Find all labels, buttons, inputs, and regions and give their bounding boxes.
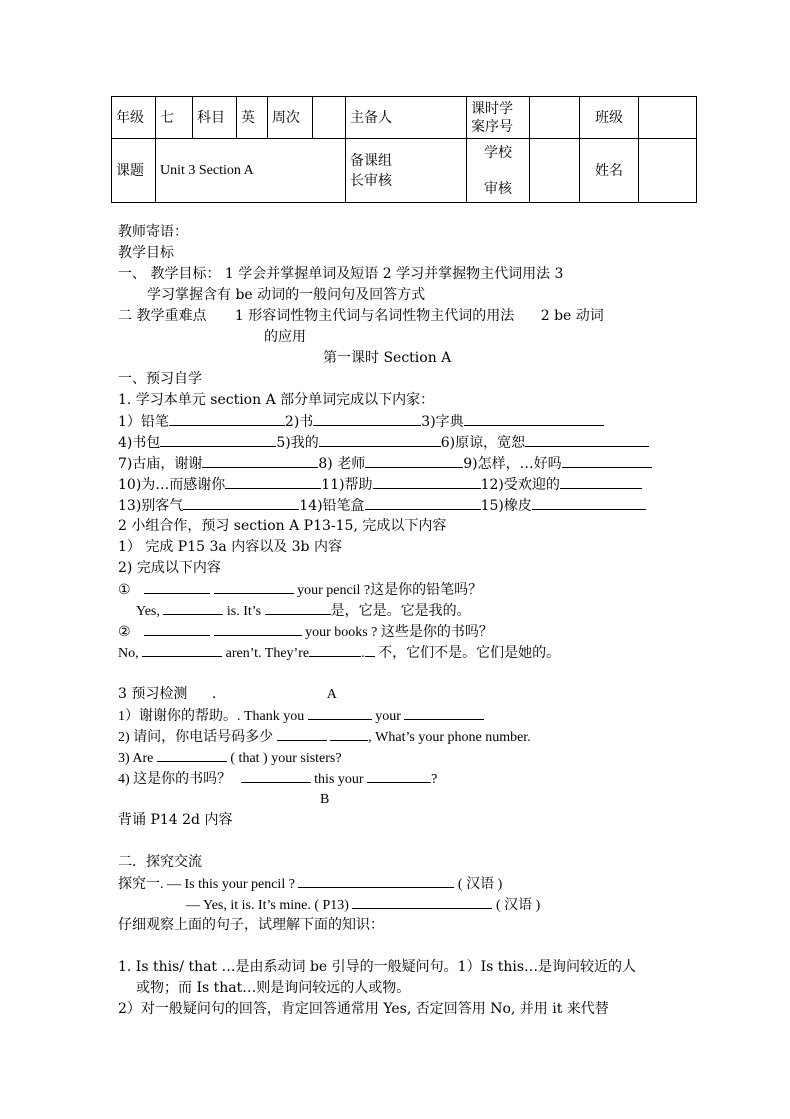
- vocab-3-blank[interactable]: [464, 411, 604, 426]
- ex1-answer-cn: 是，它是。它是我的。: [330, 604, 471, 619]
- test-item-1: [118, 705, 484, 727]
- lesson-header-table: [111, 96, 697, 203]
- vocab-15-label: 15)橡皮: [480, 498, 532, 514]
- grade-value: 七: [156, 97, 193, 139]
- vocab-6-blank[interactable]: [525, 432, 649, 447]
- vocab-12-label: 12)受欢迎的: [480, 477, 560, 493]
- vocab-instruction: 1. 学习本单元 section A 部分单词完成以下内家：: [118, 392, 435, 408]
- review-label-line1: 备课组: [350, 152, 392, 169]
- test-2-tail: , What’s your phone number.: [368, 730, 531, 745]
- group-work-instruction: 2 小组合作，预习 section A P13-15, 完成以下内容: [118, 518, 447, 534]
- vocab-9-label: 9)怎样，…好吗: [463, 456, 562, 472]
- vocab-2-blank[interactable]: [313, 411, 421, 426]
- teacher-message: 教师寄语：: [118, 224, 188, 240]
- vocab-row-2: [118, 432, 649, 454]
- vocab-13-blank[interactable]: [183, 495, 299, 510]
- school-review-value[interactable]: [530, 139, 580, 203]
- grammar-point-1: 1. Is this/ that …是由系动词 be 引导的一般疑问句。1）Is this…是询问较近的人: [118, 959, 637, 975]
- preview-test-title: 3 预习检测: [118, 686, 188, 702]
- vocab-3-label: 3)字典: [421, 414, 464, 430]
- vocab-7-label: 7)古庙，谢谢: [118, 456, 203, 472]
- test-4-mid: this your: [314, 772, 364, 787]
- ex1-text: your pencil ?这是你的铅笔吗？: [297, 583, 483, 598]
- test-item-3: [118, 747, 342, 769]
- lesson-number-value[interactable]: [530, 97, 580, 139]
- vocab-14-blank[interactable]: [365, 495, 481, 510]
- section-b-label: B: [320, 792, 330, 807]
- key-point-1: 1 形容词性物主代词与名词性物主代词的用法: [234, 308, 515, 324]
- vocab-12-blank[interactable]: [560, 474, 642, 489]
- vocab-13-label: 13)别客气: [118, 498, 184, 514]
- vocab-8-label: 8) 老师: [318, 456, 366, 472]
- test-4-text: 4) 这是你的书吗？: [118, 772, 232, 787]
- lesson-number-label-line1: 课时学: [471, 100, 513, 117]
- ex2-answer-cn: 不，它们不是。它们是她的。: [378, 646, 561, 661]
- vocab-4-blank[interactable]: [160, 432, 276, 447]
- group-task-1: 1） 完成 P15 3a 内容以及 3b 内容: [118, 539, 342, 555]
- subject-label: 科目: [193, 97, 237, 139]
- test-3-text: 3) Are: [118, 751, 154, 766]
- review-label: [346, 139, 467, 203]
- ex1-answer-yes: Yes,: [136, 604, 160, 619]
- class-label: 班级: [580, 97, 639, 139]
- test-1-blank-2[interactable]: [404, 705, 484, 720]
- grammar-point-1-cont: 或物；而 Is that…则是询问较远的人或物。: [136, 980, 411, 996]
- vocab-9-blank[interactable]: [562, 453, 652, 468]
- grammar-point-2: 2）对一般疑问句的回答，肯定回答通常用 Yes, 否定回答用 No, 并用 it 来代替: [118, 1001, 609, 1017]
- ex2-answer-theyre: aren’t. They’re: [225, 646, 310, 661]
- lesson-number-label: [467, 97, 530, 139]
- topic-label: 课题: [112, 139, 156, 203]
- test-3-blank[interactable]: [157, 747, 227, 762]
- class-value[interactable]: [639, 97, 697, 139]
- key-point-2: 2 be 动词: [540, 308, 604, 324]
- circle-number-2: ②: [118, 625, 131, 640]
- vocab-11-blank[interactable]: [373, 474, 481, 489]
- self-study-heading: 一、预习自学: [118, 371, 202, 387]
- test-1-blank-1[interactable]: [308, 705, 372, 720]
- vocab-4-label: 4)书包: [118, 435, 161, 451]
- vocab-5-label: 5)我的: [276, 435, 319, 451]
- ex2-answer-blank-1[interactable]: [142, 642, 222, 657]
- subject-value: 英: [237, 97, 268, 139]
- ex1-answer-its: is. It’s: [226, 604, 262, 619]
- key-points-line: [118, 306, 604, 327]
- explore-1-hint: ( 汉语 ): [457, 877, 503, 892]
- section-a-label: A: [326, 687, 337, 702]
- ex1-blank-1[interactable]: [144, 579, 210, 594]
- test-2-blank-1[interactable]: [277, 726, 327, 741]
- preview-test-dot: .: [211, 686, 217, 702]
- vocab-6-label: 6)原谅，宽恕: [440, 435, 526, 451]
- exercise-1-answer: [136, 600, 471, 622]
- explore-1-blank[interactable]: [298, 873, 454, 888]
- vocab-8-blank[interactable]: [365, 453, 463, 468]
- week-value[interactable]: [313, 97, 346, 139]
- test-4-tail: ?: [431, 772, 438, 787]
- test-4-blank-1[interactable]: [241, 768, 311, 783]
- key-points-line-2: 的应用: [264, 329, 306, 345]
- teaching-goals-heading: 教学目标: [118, 245, 174, 261]
- vocab-7-blank[interactable]: [202, 453, 318, 468]
- vocab-10-blank[interactable]: [225, 474, 321, 489]
- vocab-1-label: 1）铅笔: [118, 414, 169, 430]
- lesson-number-label-line2: 案序号: [471, 118, 513, 135]
- ex2-blank-1[interactable]: [144, 621, 210, 636]
- topic-value: Unit 3 Section A: [156, 139, 346, 203]
- vocab-10-label: 10)为…而感谢你: [118, 477, 226, 493]
- explore-2-blank[interactable]: [352, 894, 492, 909]
- ex2-answer-blank-2[interactable]: [309, 642, 361, 657]
- vocab-row-1: [118, 411, 604, 433]
- preview-test-heading: [118, 684, 337, 705]
- ex2-answer-dot: .: [361, 646, 365, 661]
- name-label: 姓名: [580, 139, 639, 203]
- test-3-tail: ( that ) your sisters?: [230, 751, 342, 766]
- ex2-answer-blank-3[interactable]: [365, 642, 375, 657]
- explore-2-text: — Yes, it is. It’s mine. ( P13): [186, 898, 349, 913]
- test-1-text: 1）谢谢你的帮助。. Thank you: [118, 709, 305, 724]
- test-item-4: [118, 768, 437, 790]
- vocab-5-blank[interactable]: [319, 432, 441, 447]
- test-2-text: 2) 请问，你电话号码多少: [118, 730, 274, 745]
- test-1-your: your: [375, 709, 401, 724]
- vocab-row-4: [118, 474, 642, 496]
- ex2-answer-no: No,: [118, 646, 139, 661]
- week-label: 周次: [268, 97, 313, 139]
- explore-line-2: [186, 894, 540, 916]
- vocab-14-label: 14)铅笔盒: [299, 498, 365, 514]
- vocab-row-5: [118, 495, 646, 517]
- exercise-2-answer: [118, 642, 560, 664]
- explore-1-text: 探究一. — Is this your pencil ?: [118, 877, 295, 892]
- ex1-answer-blank-2[interactable]: [265, 600, 331, 615]
- lesson-title: 第一课时 Section A: [323, 350, 452, 366]
- exercise-2-question: [118, 621, 493, 643]
- goals-line-2: 学习掌握含有 be 动词的一般问句及回答方式: [147, 287, 426, 303]
- test-2-blank-2[interactable]: [330, 726, 368, 741]
- vocab-2-label: 2)书: [284, 414, 314, 430]
- school-review-label-line1: 学校: [484, 144, 512, 161]
- test-4-blank-2[interactable]: [367, 768, 431, 783]
- observe-instruction: 仔细观察上面的句子，试理解下面的知识：: [118, 917, 384, 933]
- ex2-text: your books ? 这些是你的书吗？: [305, 625, 493, 640]
- vocab-row-3: [118, 453, 652, 475]
- key-points-title: 二 教学重难点: [118, 308, 207, 324]
- group-task-2: 2) 完成以下内容: [118, 560, 221, 576]
- preparer-label: 主备人: [346, 97, 467, 139]
- circle-number-1: ①: [118, 583, 131, 598]
- ex1-blank-2[interactable]: [214, 579, 294, 594]
- goals-line-1: 一、 教学目标： 1 学会并掌握单词及短语 2 学习并掌握物主代词用法 3: [118, 266, 564, 282]
- school-review-label: [467, 139, 530, 203]
- vocab-11-label: 11)帮助: [321, 477, 373, 493]
- ex1-answer-blank-1[interactable]: [163, 600, 223, 615]
- name-value[interactable]: [639, 139, 697, 203]
- explore-heading: 二．探究交流: [118, 854, 202, 870]
- vocab-15-blank[interactable]: [532, 495, 646, 510]
- recite-instruction: 背诵 P14 2d 内容: [118, 812, 233, 828]
- exercise-1-question: [118, 579, 482, 601]
- grade-label: 年级: [112, 97, 156, 139]
- explore-line-1: [118, 873, 502, 895]
- test-item-2: [118, 726, 531, 748]
- explore-2-hint: ( 汉语 ): [495, 898, 541, 913]
- review-label-line2: 长审核: [350, 172, 392, 189]
- ex2-blank-2[interactable]: [214, 621, 302, 636]
- vocab-1-blank[interactable]: [169, 411, 285, 426]
- school-review-label-line2: 审核: [484, 180, 512, 197]
